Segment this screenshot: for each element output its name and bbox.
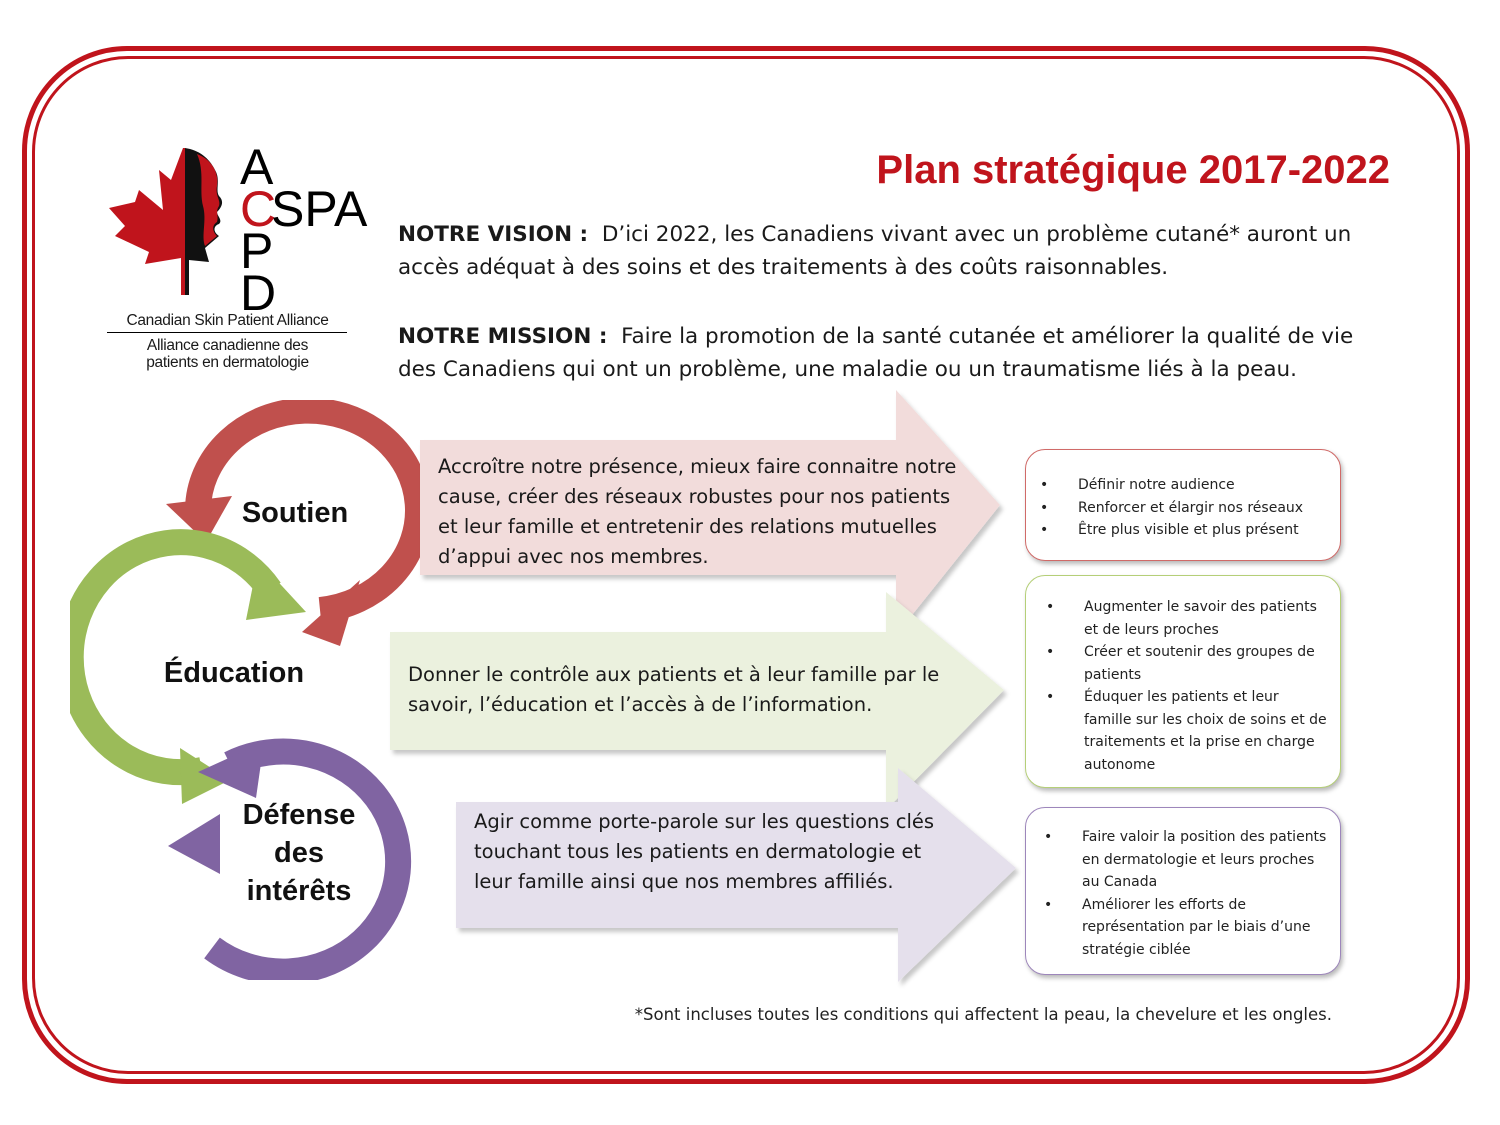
pillar-label-education: Éducation (163, 657, 305, 689)
list-item: • Augmenter le savoir des patients et de leurs proches (1046, 599, 1317, 638)
pillar-arrows (380, 380, 1040, 990)
vision-text: D’ici 2022, les Canadiens vivant avec un problème cutané* auront un accès adéquat à des soins et des traitements à des coûts raisonnables. (398, 222, 1352, 280)
soutien-actions-list (1040, 474, 1330, 542)
education-actions-card (1025, 575, 1341, 788)
logo-name-french-line1: Alliance canadienne des (146, 337, 309, 354)
defense-arrow-text: Agir comme porte-parole sur les questions clés touchant tous les patients en dermatologie et leur famille ainsi que nos membres affiliés. (474, 810, 935, 893)
vision-label: NOTRE VISION : (398, 222, 589, 247)
logo-letter-p: P (240, 223, 274, 279)
defense-actions-list (1044, 826, 1328, 961)
pillar-label-defense-line1: Défense (242, 799, 356, 831)
footnote: *Sont incluses toutes les conditions qui affectent la peau, la chevelure et les ongles. (634, 1005, 1332, 1024)
mission-text: Faire la promotion de la santé cutanée et améliorer la qualité de vie des Canadiens qui ont un problème, une maladie ou un traumatisme liés à la peau. (398, 324, 1354, 382)
defense-actions-card (1025, 807, 1341, 975)
list-item: • Éduquer les patients et leur famille sur les choix de soins et de traitements et la prise en charge autonome (1046, 689, 1327, 773)
pillar-label-defense (220, 796, 378, 910)
list-item: • Renforcer et élargir nos réseaux (1040, 499, 1304, 516)
logo-name-french-line2: patients en dermatologie (146, 354, 309, 371)
logo-divider (107, 332, 347, 333)
soutien-actions-card (1025, 449, 1341, 561)
pillar-label-defense-line2: des (274, 837, 324, 869)
logo-letter-a: A (240, 139, 274, 195)
logo-letters-spa: SPA (271, 181, 368, 237)
logo-name-english: Canadian Skin Patient Alliance (126, 312, 329, 329)
list-item: • Faire valoir la position des patients en dermatologie et leurs proches au Canada (1044, 829, 1327, 890)
mission-label: NOTRE MISSION : (398, 324, 608, 349)
acspa-logo (105, 139, 368, 380)
list-item: • Créer et soutenir des groupes de patients (1046, 644, 1315, 683)
vision-statement (398, 218, 1398, 284)
soutien-arrow-text: Accroître notre présence, mieux faire connaitre notre cause, créer des réseaux robustes pour nos patients et leur famille et entretenir des relations mutuelles d’appui avec nos membres. (438, 455, 957, 568)
logo-name-french (105, 337, 350, 371)
list-item: • Être plus visible et plus présent (1040, 522, 1299, 538)
pillar-cycle (70, 400, 430, 980)
list-item: • Améliorer les efforts de représentation par le biais d’une stratégie ciblée (1044, 896, 1311, 958)
list-item: • Définir notre audience (1040, 477, 1235, 493)
logo-letter-d: D (240, 265, 277, 321)
education-arrow-text: Donner le contrôle aux patients et à leur famille par le savoir, l’éducation et l’accès à de l’information. (408, 663, 940, 716)
page-title: Plan stratégique 2017-2022 (876, 148, 1390, 192)
defense-arrowhead-left (168, 814, 220, 874)
pillar-label-defense-line3: intérêts (246, 875, 352, 907)
logo-letter-c: C (240, 181, 277, 237)
mission-statement (398, 320, 1398, 386)
education-actions-list (1046, 596, 1328, 776)
pillar-label-soutien: Soutien (241, 497, 349, 529)
